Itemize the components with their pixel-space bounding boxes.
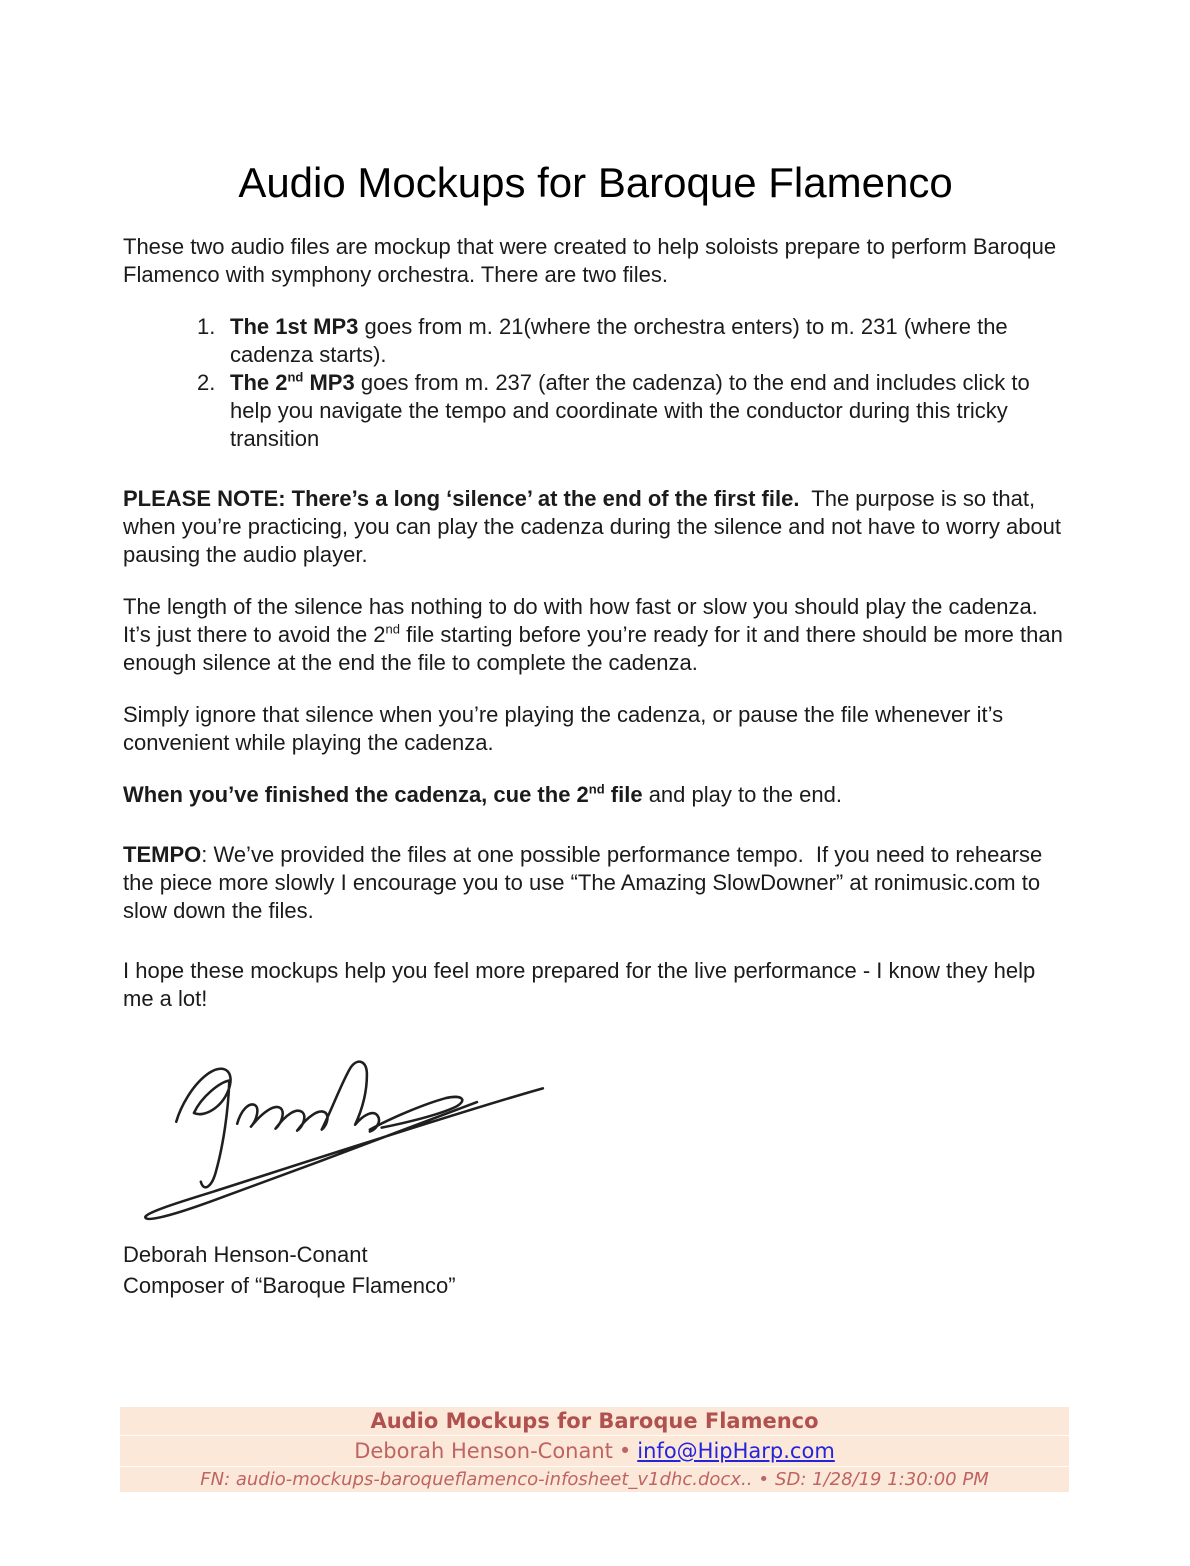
hope-paragraph [123, 957, 1068, 1013]
silence-length-paragraph [123, 593, 1068, 677]
footer-author: Deborah Henson-Conant [354, 1439, 613, 1463]
paragraph-text: The purpose is so that, when you’re practicing, you can play the cadenza during the silence and not have to worry about pausing the audio player. [123, 486, 1068, 568]
superscript-ordinal: nd [287, 369, 304, 385]
footer-byline [120, 1435, 1069, 1466]
footer-filename: FN: audio-mockups-baroqueflamenco-infosheet_v1dhc.docx.. [200, 1469, 753, 1490]
footer-title: Audio Mockups for Baroque Flamenco [370, 1409, 819, 1433]
bold-text: file [604, 782, 643, 808]
intro-paragraph [123, 233, 1068, 289]
list-number: 1. [197, 314, 216, 340]
please-note-paragraph [123, 485, 1068, 569]
signer-block [123, 1239, 1068, 1301]
bullet-separator: • [758, 1469, 770, 1490]
paragraph-text: Simply ignore that silence when you’re playing the cadenza, or pause the file whenever it’s convenient while playing the cadenza. [123, 702, 1010, 756]
bold-text: PLEASE NOTE: There’s a long ‘silence’ at the end of the first file. [123, 486, 800, 512]
signature-image [127, 1051, 597, 1223]
paragraph-text: These two audio files are mockup that were created to help soloists prepare to perform Baroque Flamenco with symphony orchestra. There are two files. [123, 234, 1063, 288]
mp3-file-list [123, 313, 1068, 453]
bold-text: TEMPO [123, 842, 202, 868]
signer-role: Composer of “Baroque Flamenco” [123, 1273, 456, 1299]
signature-capital [176, 1069, 230, 1188]
signature-flourish [145, 1089, 543, 1220]
paragraph-text: goes from m. 237 (after the cadenza) to the end and includes click to help you navigate the tempo and coordinate with the conductor during this tricky transition [230, 370, 1036, 452]
bold-text: The 1st MP3 [230, 314, 359, 340]
paragraph-text: : We’ve provided the files at one possible performance tempo. If you need to rehearse the piece more slowly I encourage you to use “The Amazing SlowDowner” at ronimusic.com to slow down the files. [123, 842, 1049, 924]
bold-text: When you’ve finished the cadenza, cue the 2 [123, 782, 589, 808]
cue-paragraph [123, 781, 1068, 809]
list-item-text [230, 313, 1068, 369]
list-number: 2. [197, 370, 216, 396]
list-item-second-mp3 [123, 369, 1068, 453]
paragraph-text: The length of the silence has nothing to do with how fast or slow you should play the cadenza. It’s just there to avoid the 2 [123, 594, 1044, 648]
bold-text: MP3 [303, 370, 355, 396]
bullet-separator: • [618, 1439, 632, 1463]
document-body [123, 0, 1068, 1301]
ignore-silence-paragraph [123, 701, 1068, 757]
email-link[interactable]: info@HipHarp.com [637, 1439, 835, 1463]
footer-save-date: SD: 1/28/19 1:30:00 PM [775, 1469, 989, 1490]
tempo-paragraph [123, 841, 1068, 925]
page-footer [120, 1407, 1069, 1492]
list-item-text [230, 369, 1068, 453]
superscript-ordinal: nd [385, 621, 400, 637]
page-title: Audio Mockups for Baroque Flamenco [238, 159, 953, 206]
paragraph-text: file starting before you’re ready for it and there should be more than enough silence at the end the file to complete the cadenza. [123, 622, 1069, 676]
signature-middle [237, 1062, 379, 1132]
signer-name: Deborah Henson-Conant [123, 1242, 368, 1268]
superscript-ordinal: nd [588, 781, 605, 797]
bold-text: The 2 [230, 370, 288, 396]
footer-fileinfo [120, 1466, 1069, 1492]
paragraph-text: I hope these mockups help you feel more prepared for the live performance - I know they help me a lot! [123, 958, 1042, 1012]
signature-svg [127, 1051, 597, 1223]
list-item-first-mp3 [123, 313, 1068, 369]
paragraph-text: and play to the end. [642, 782, 842, 808]
paragraph-text: goes from m. 21(where the orchestra enters) to m. 231 (where the cadenza starts). [230, 314, 1014, 368]
